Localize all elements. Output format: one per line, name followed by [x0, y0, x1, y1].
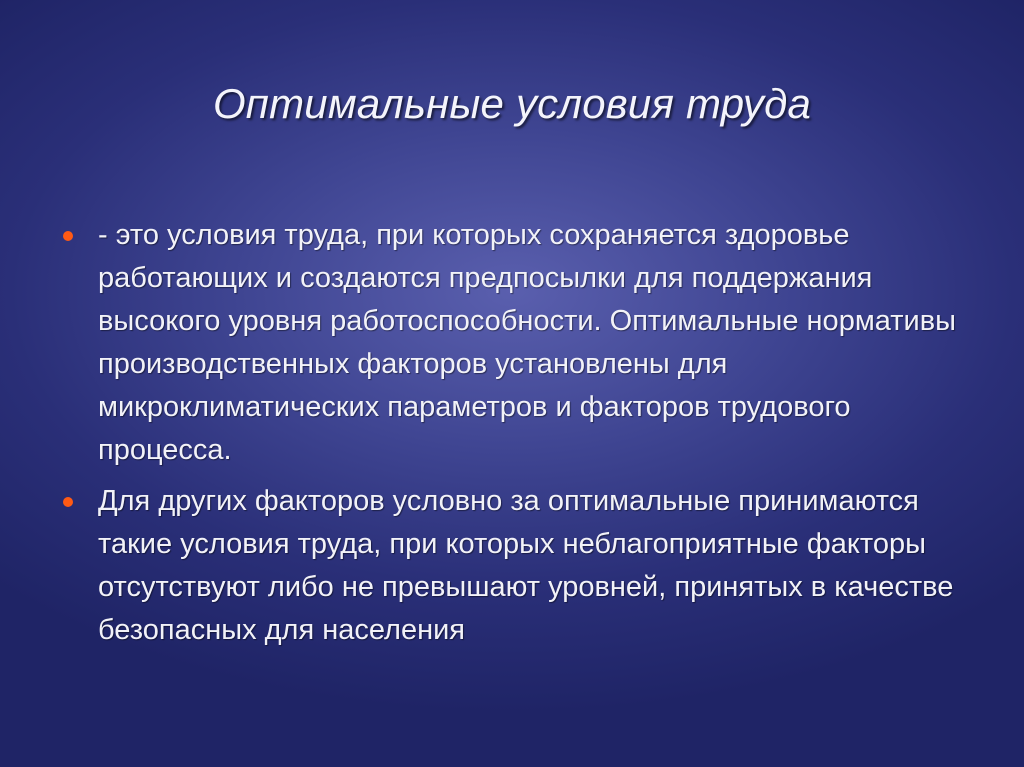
bullet-item	[58, 214, 958, 472]
bullet-dot-icon	[63, 497, 73, 507]
bullet-dot-icon	[63, 231, 73, 241]
bullet-text: Для других факторов условно за оптимальные принимаются такие условия труда, при которых неблагоприятные факторы отсутствуют либо не превышают уровней, принятых в качестве безопасных для населения	[98, 485, 954, 646]
slide-body	[58, 214, 958, 652]
slide-title: Оптимальные условия труда	[212, 80, 812, 127]
bullet-item	[58, 480, 958, 652]
bullet-text: - это условия труда, при которых сохраняется здоровье работающих и создаются предпосылки для поддержания высокого уровня работоспособности. Оптимальные нормативы производственных факторов установлены для микроклиматических параметров и факторов трудового процесса.	[98, 219, 956, 466]
